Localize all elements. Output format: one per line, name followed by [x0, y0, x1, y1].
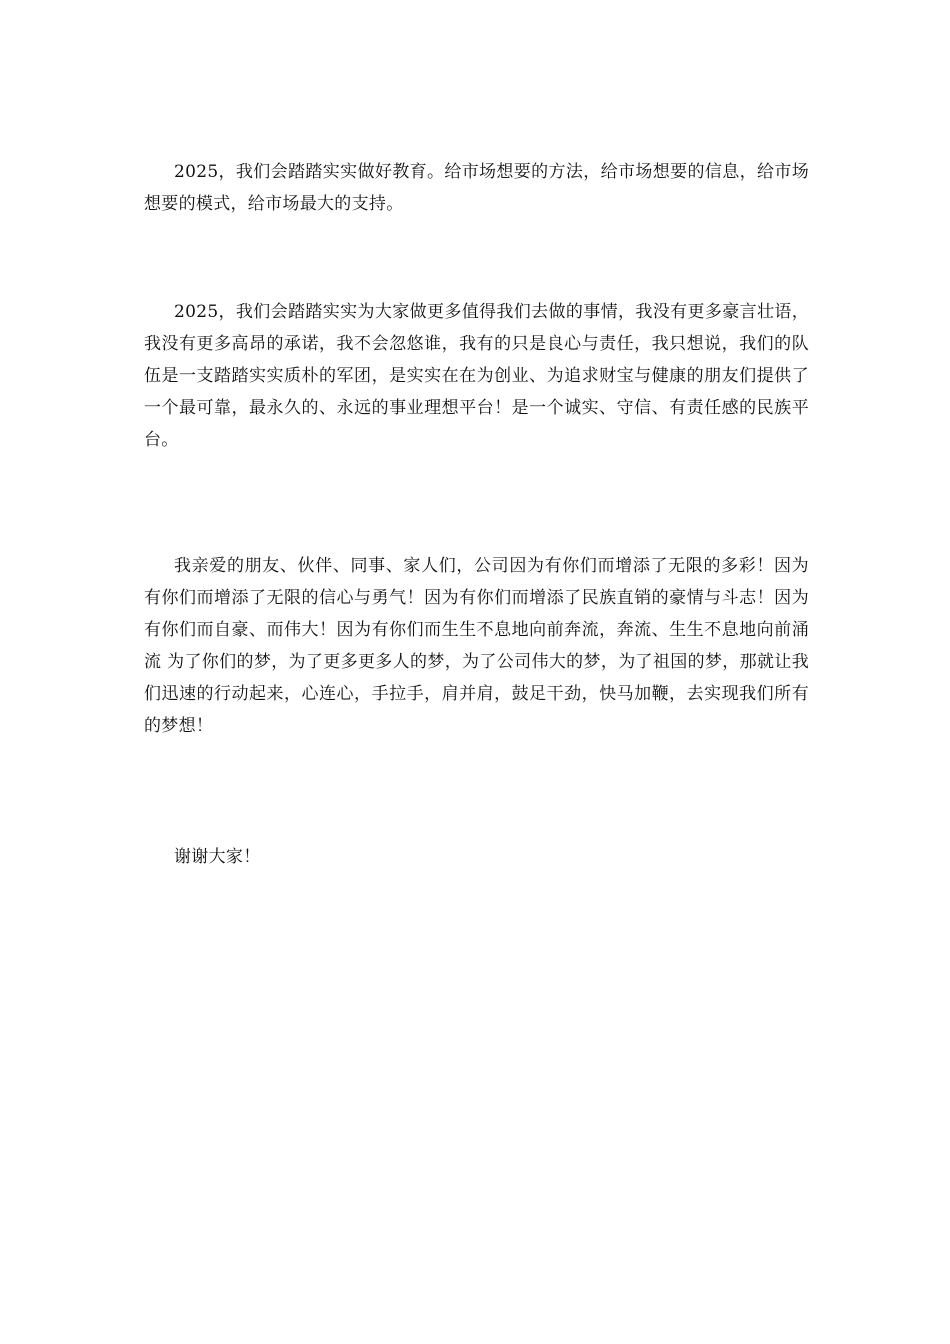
paragraph-education: 2025，我们会踏踏实实做好教育。给市场想要的方法，给市场想要的信息，给市场想要的模式，给市场最大的支持。 — [144, 162, 809, 214]
paragraph-thanks: 谢谢大家！ — [174, 847, 261, 867]
paragraph-appeal: 我亲爱的朋友、伙伴、同事、家人们，公司因为有你们而增添了无限的多彩！因为有你们而增添了无限的信心与勇气！因为有你们而增添了民族直销的豪情与斗志！因为有你们而自豪、而伟大！因为有你们而生生不息地向前奔流，奔流、生生不息地向前涌流 为了你们的梦，为了更多更多人的梦，为了公司伟大的梦，为了祖国的梦，那就让我们迅速的行动起来，心连心，手拉手，肩并肩，鼓足干劲，快马加鞭，去实现我们所有的梦想！ — [144, 556, 809, 736]
paragraph-commitment: 2025，我们会踏踏实实为大家做更多值得我们去做的事情，我没有更多豪言壮语，我没有更多高昂的承诺，我不会忽悠谁，我有的只是良心与责任，我只想说，我们的队伍是一支踏踏实实质朴的军团，是实实在在为创业、为追求财宝与健康的朋友们提供了一个最可靠，最永久的、永远的事业理想平台！是一个诚实、守信、有责任感的民族平台。 — [144, 302, 809, 450]
